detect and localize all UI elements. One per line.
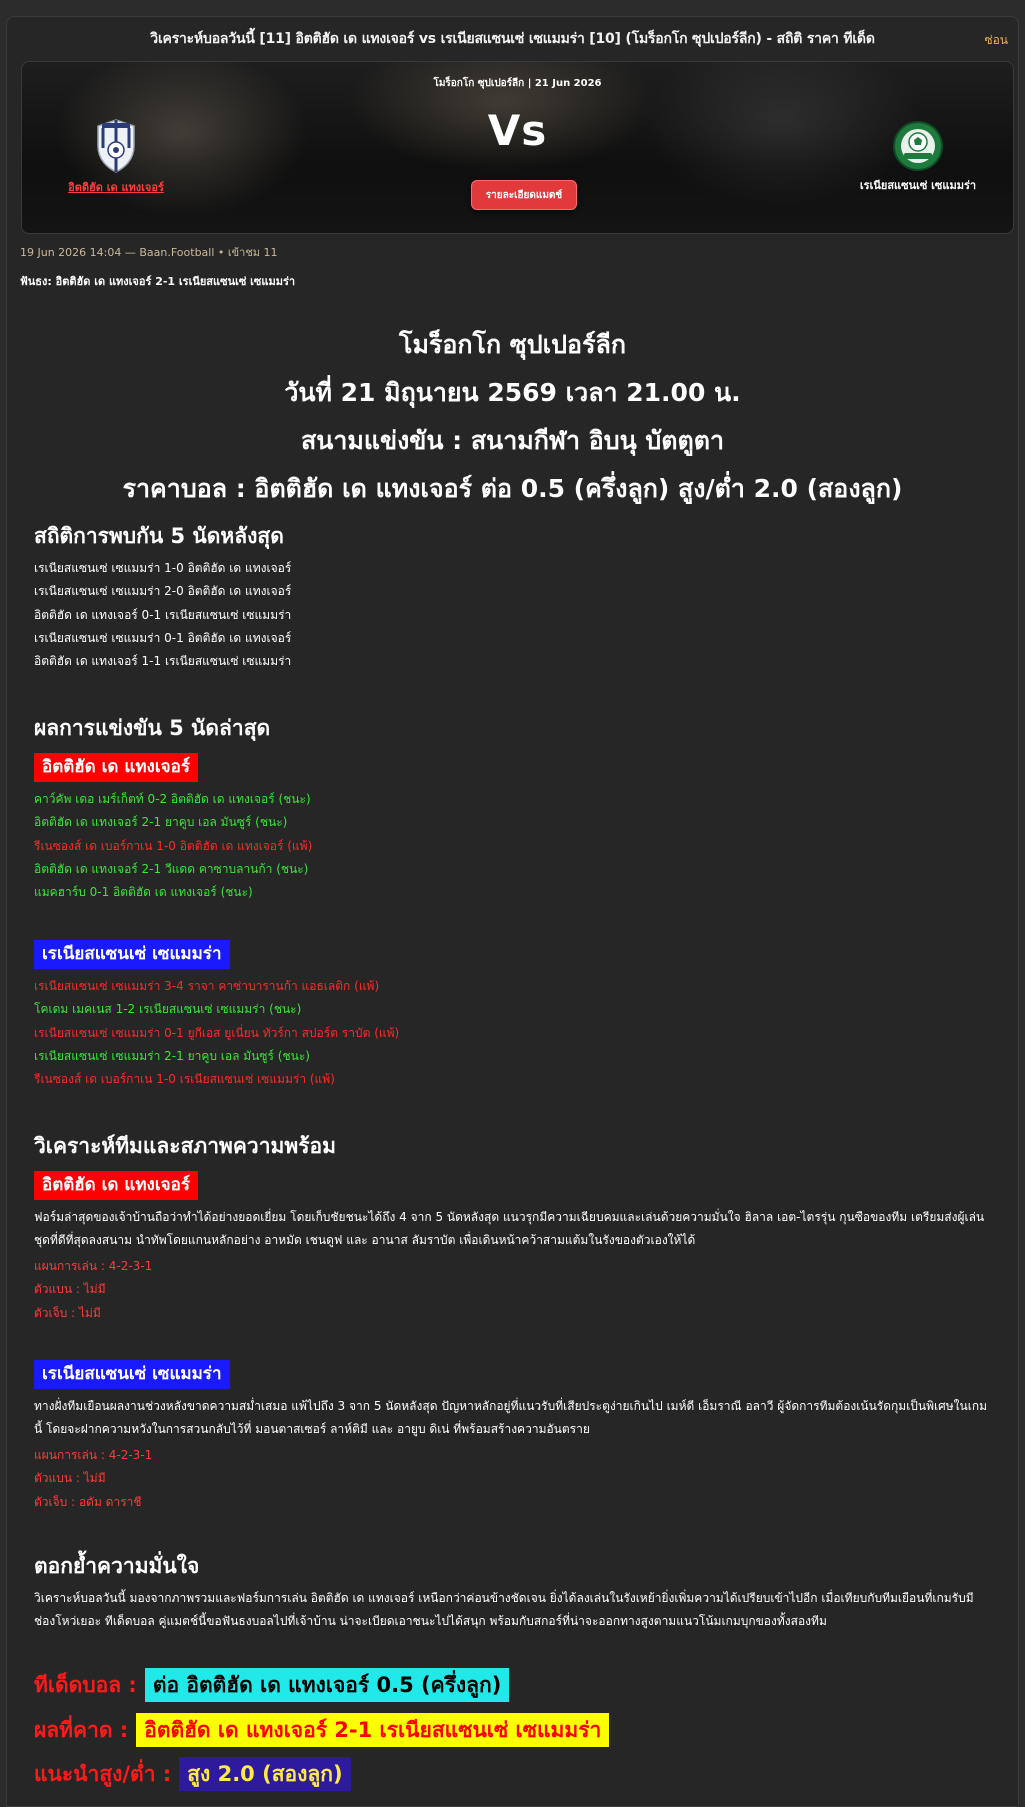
- list-item: เรเนียสแซนเซ่ เซแมมร่า 3-4 ราจา คาซ่าบารานก้า แอธเลติก (แพ้): [34, 979, 380, 993]
- score-row: [34, 1713, 609, 1747]
- green-ball-crest-icon: [892, 120, 944, 172]
- intro-odds: ราคาบอล : อิตติฮัด เด แทงเจอร์ ต่อ 0.5 (ครึ่งลูก) สูง/ต่ำ 2.0 (สองลูก): [122, 474, 903, 503]
- article-title: วิเคราะห์บอลวันนี้ [11] อิตติฮัด เด แทงเจอร์ vs เรเนียสแซนเซ่ เซแมมร่า [10] (โมร็อกโก ซุปเปอร์ลีก) - สถิติ ราคา ทีเด็ด: [150, 31, 875, 47]
- score-value: อิตติฮัด เด แทงเจอร์ 2-1 เรเนียสแซนเซ่ เซแมมร่า: [136, 1713, 609, 1747]
- post-meta: 19 Jun 2026 14:04 — Baan.Football • เข้าชม 11: [20, 246, 278, 259]
- list-item: อิตติฮัด เด แทงเจอร์ 0-1 เรเนียสแซนเซ่ เซแมมร่า: [34, 607, 292, 622]
- home-team-name[interactable]: อิตติฮัด เด แทงเจอร์: [68, 181, 164, 194]
- analysis-away-paragraph: ทางฝั่งทีมเยือนผลงานช่วงหลังขาดความสม่ำเสมอ แพ้ไปถึง 3 จาก 5 นัดหลังสุด ปัญหาหลักอยู่ที่แนวรับที่เสียประตูง่ายเกินไป เมห์ดี เอ็มราณี อลาวี ผู้จัดการทีมต้องเน้นรัดกุมเป็นพิเศษในเกมนี้ โดยจะฝากความหวังในการสวนกลับไว้ที่ มอนตาสเซอร์ ลาห์ติมี และ อายูบ ดิเน่ ที่พร้อมสร้างความอันตราย: [34, 1399, 988, 1436]
- ou-label: แนะนำสูง/ต่ำ :: [34, 1761, 172, 1786]
- away-suspended: ตัวแบน : ไม่มี: [34, 1471, 106, 1485]
- analysis-home-paragraph: ฟอร์มล่าสุดของเจ้าบ้านถือว่าทำได้อย่างยอดเยี่ยม โดยเก็บชัยชนะได้ถึง 4 จาก 5 นัดหลังสุด แนวรุกมีความเฉียบคมและเล่นด้วยความมั่นใจ ฮิลาล เอต-ไตรรุ่น กุนซือของทีม เตรียมส่งผู้เล่นชุดที่ดีที่สุดลงสนาม นำทัพโดยแกนหลักอย่าง อาหมัด เชนดูฟ และ อานาส ลัมราบัต เพื่อเดินหน้าคว้าสามแต้มในรังของตัวเองให้ได้: [34, 1210, 985, 1247]
- list-item: รีเนซองส์ เด เบอร์กาเน 1-0 อิตติฮัด เด แทงเจอร์ (แพ้): [34, 838, 313, 853]
- list-item: เรเนียสแซนเซ่ เซแมมร่า 2-0 อิตติฮัด เด แทงเจอร์: [34, 584, 292, 599]
- list-item: อิตติฮัด เด แทงเจอร์ 2-1 ยาคูบ เอล มันซูร์ (ชนะ): [34, 815, 288, 830]
- score-label: ผลที่คาด :: [34, 1717, 129, 1742]
- list-item: อิตติฮัด เด แทงเจอร์ 1-1 เรเนียสแซนเซ่ เซแมมร่า: [34, 654, 292, 669]
- match-hero: [21, 61, 1014, 234]
- away-team-name[interactable]: เรเนียสแซนเซ่ เซแมมร่า: [859, 179, 977, 192]
- tip-value: ต่อ อิตติฮัด เด แทงเจอร์ 0.5 (ครึ่งลูก): [145, 1668, 510, 1702]
- prediction-value: อิตติฮัด เด แทงเจอร์ 2-1 เรเนียสแซนเซ่ เซแมมร่า: [55, 275, 296, 288]
- list-item: เรเนียสแซนเซ่ เซแมมร่า 2-1 ยาคูบ เอล มันซูร์ (ชนะ): [34, 1048, 310, 1063]
- league-date: โมร็อกโก ซุปเปอร์ลีก | 21 Jun 2026: [433, 78, 602, 89]
- recent-home-tag: อิตติฮัด เด แทงเจอร์: [34, 753, 198, 782]
- away-injured: ตัวเจ็บ : อดัม ดาราชี: [34, 1495, 142, 1509]
- analysis-home-tag: อิตติฮัด เด แทงเจอร์: [34, 1171, 198, 1200]
- list-item: เรเนียสแซนเซ่ เซแมมร่า 1-0 อิตติฮัด เด แทงเจอร์: [34, 561, 292, 575]
- list-item: รีเนซองส์ เด เบอร์กาเน 1-0 เรเนียสแซนเซ่ เซแมมร่า (แพ้): [34, 1072, 335, 1087]
- recent-heading: ผลการแข่งขัน 5 นัดล่าสุด: [34, 716, 271, 740]
- tip-label: ทีเด็ดบอล :: [34, 1672, 137, 1697]
- ou-value: สูง 2.0 (สองลูก): [179, 1757, 350, 1791]
- tip-row: [34, 1668, 509, 1702]
- list-item: แมคฮาร์บ 0-1 อิตติฮัด เด แทงเจอร์ (ชนะ): [34, 885, 253, 900]
- list-item: อิตติฮัด เด แทงเจอร์ 2-1 วีแดด คาซาบลานก้า (ชนะ): [34, 861, 309, 876]
- home-formation: แผนการเล่น : 4-2-3-1: [34, 1259, 153, 1273]
- list-item: เรเนียสแซนเซ่ เซแมมร่า 0-1 อิตติฮัด เด แทงเจอร์: [34, 630, 292, 645]
- prediction-summary: [20, 272, 295, 290]
- match-detail-button[interactable]: รายละเอียดแมตช์: [471, 180, 577, 210]
- vs-label: Vs: [487, 106, 548, 155]
- intro-stadium: สนามแข่งขัน : สนามกีฬา อิบนุ บัตตูตา: [301, 426, 724, 455]
- prediction-label: ฟันธง:: [20, 275, 52, 288]
- conclusion-heading: ตอกย้ำความมั่นใจ: [34, 1554, 200, 1578]
- analysis-away-tag: เรเนียสแซนเซ่ เซแมมร่า: [34, 1360, 230, 1389]
- h2h-list: [34, 557, 291, 673]
- intro-block: [0, 325, 1025, 517]
- conclusion-paragraph: วิเคราะห์บอลวันนี้ มองจากภาพรวมและฟอร์มการเล่น อิตติฮัด เด แทงเจอร์ เหนือกว่าค่อนข้างชัดเจน ยิ่งได้ลงเล่นในรังเหย้ายิ่งเพิ่มความได้เปรียบเข้าไปอีก เมื่อเทียบกับทีมเยือนที่เกมรับมีช่องโหว่เยอะ ทีเด็ดบอล คู่แมตช์นี้ขอฟันธงบอลไปที่เจ้าบ้าน น่าจะเบียดเอาชนะไปได้สนุก พร้อมกับสกอร์ที่น่าจะออกทางสูงตามแนวโน้มเกมบุกของทั้งสองทีม: [34, 1591, 974, 1628]
- list-item: โคเดม เมคเนส 1-2 เรเนียสแซนเซ่ เซแมมร่า (ชนะ): [34, 1002, 302, 1017]
- recent-away-tag: เรเนียสแซนเซ่ เซแมมร่า: [34, 940, 230, 969]
- list-item: คาว์คัพ เดอ เมร์เก็ตท์ 0-2 อิตติฮัด เด แทงเจอร์ (ชนะ): [34, 792, 311, 806]
- analysis-heading: วิเคราะห์ทีมและสภาพความพร้อม: [34, 1134, 336, 1158]
- home-injured: ตัวเจ็บ : ไม่มี: [34, 1306, 101, 1320]
- away-team[interactable]: [853, 120, 983, 194]
- ou-row: [34, 1757, 351, 1791]
- intro-datetime: วันที่ 21 มิถุนายน 2569 เวลา 21.00 น.: [284, 378, 741, 407]
- home-suspended: ตัวแบน : ไม่มี: [34, 1282, 106, 1296]
- h2h-heading: สถิติการพบกัน 5 นัดหลังสุด: [34, 524, 284, 548]
- hide-link[interactable]: ซ่อน: [984, 33, 1008, 47]
- recent-away-list: [34, 975, 399, 1091]
- article-header: [7, 17, 1018, 61]
- recent-home-list: [34, 788, 312, 904]
- away-formation: แผนการเล่น : 4-2-3-1: [34, 1448, 153, 1462]
- intro-league: โมร็อกโก ซุปเปอร์ลีก: [399, 330, 626, 359]
- list-item: เรเนียสแซนเซ่ เซแมมร่า 0-1 ยูกีเอส ยูเนี่ยน ทัวร์กา สปอร์ต ราบัต (แพ้): [34, 1025, 400, 1040]
